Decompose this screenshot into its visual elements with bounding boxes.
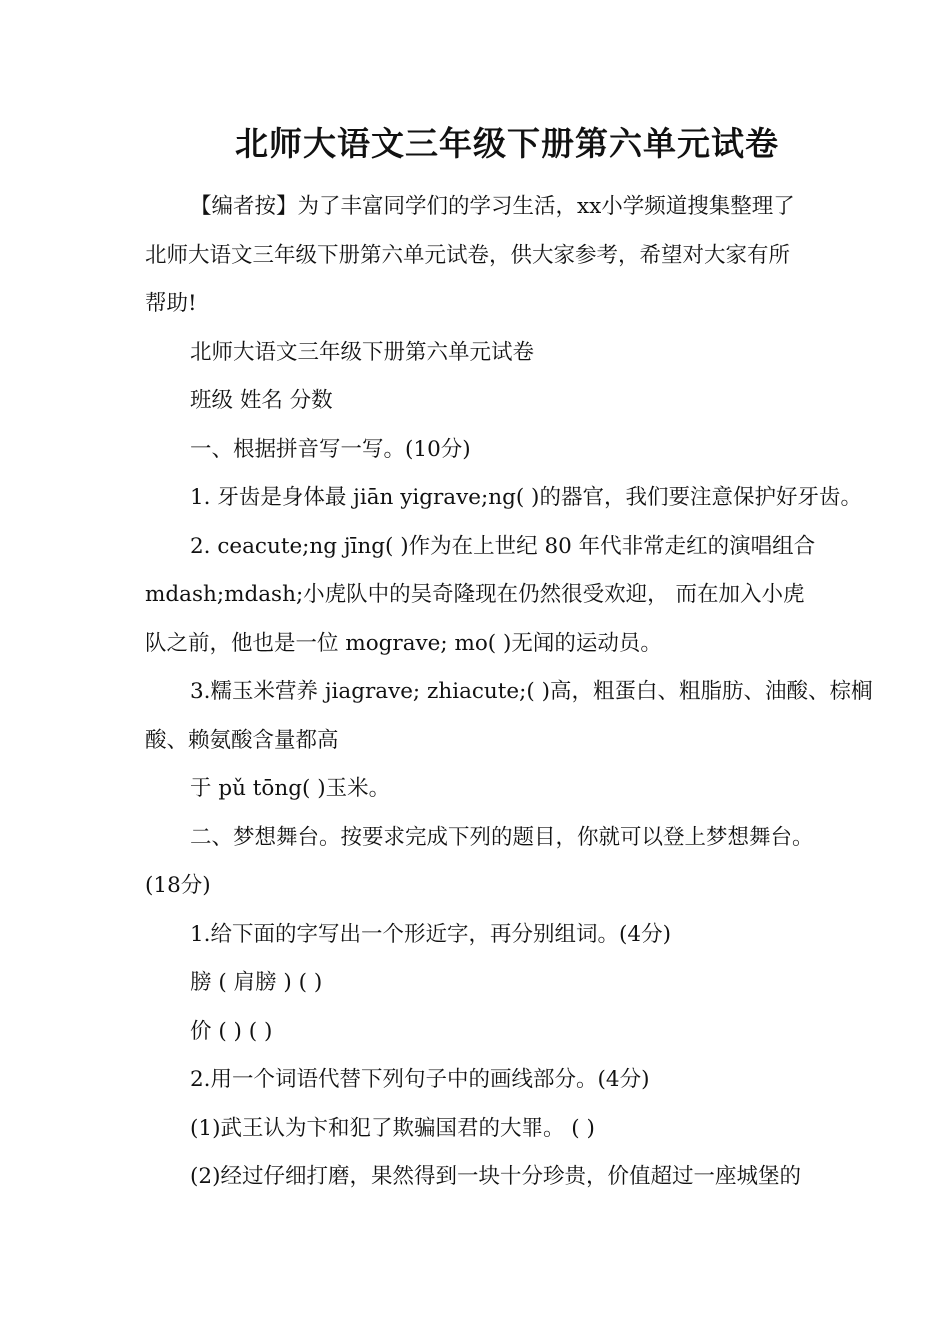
section2-q1: 1.给下面的字写出一个形近字，再分别组词。(4分) [190,921,671,947]
section2-q2: 2.用一个词语代替下列句子中的画线部分。(4分) [190,1067,650,1092]
section1-q3-line-2: 酸、赖氨酸含量都高 [145,727,339,753]
class-line: 班级 姓名 分数 [190,388,333,413]
intro-line-3: 帮助! [145,291,197,316]
intro-line-2: 北师大语文三年级下册第六单元试卷，供大家参考，希望对大家有所 [145,242,791,268]
section2-q1-b: 价 ( ) ( ) [190,1018,273,1044]
section2-heading-line-2: (18分) [145,873,211,898]
section1-q2-line-3: 队之前，他也是一位 mograve; mo( )无闻的运动员。 [145,630,662,656]
section1-q2-line-1: 2. ceacute;ng jīng( )作为在上世纪 80 年代非常走红的演唱组合 [190,533,816,559]
section1-q1: 1. 牙齿是身体最 jiān yigrave;ng( )的器官，我们要注意保护好牙齿。 [190,485,862,510]
section1-heading: 一、根据拼音写一写。(10分) [190,436,471,462]
section2-q2-2: (2)经过仔细打磨，果然得到一块十分珍贵，价值超过一座城堡的 [190,1164,801,1189]
section1-q3-line-3: 于 pǔ tōng( )玉米。 [190,776,391,801]
section1-q2-line-2: mdash;mdash;小虎队中的吴奇隆现在仍然很受欢迎， 而在加入小虎 [145,582,805,607]
document-title: 北师大语文三年级下册第六单元试卷 [235,124,779,163]
section1-q3-line-1: 3.糯玉米营养 jiagrave; zhiacute;( )高，粗蛋白、粗脂肪、油酸、棕榈 [190,679,873,704]
subtitle: 北师大语文三年级下册第六单元试卷 [190,339,535,365]
section2-heading-line-1: 二、梦想舞台。按要求完成下列的题目，你就可以登上梦想舞台。 [190,824,814,850]
intro-line-1: 【编者按】为了丰富同学们的学习生活，xx小学频道搜集整理了 [190,194,795,219]
document-body [145,183,873,1202]
section2-q2-1: (1)武王认为卞和犯了欺骗国君的大罪。 ( ) [190,1115,595,1141]
section2-q1-a: 膀 ( 肩膀 ) ( ) [190,970,323,995]
